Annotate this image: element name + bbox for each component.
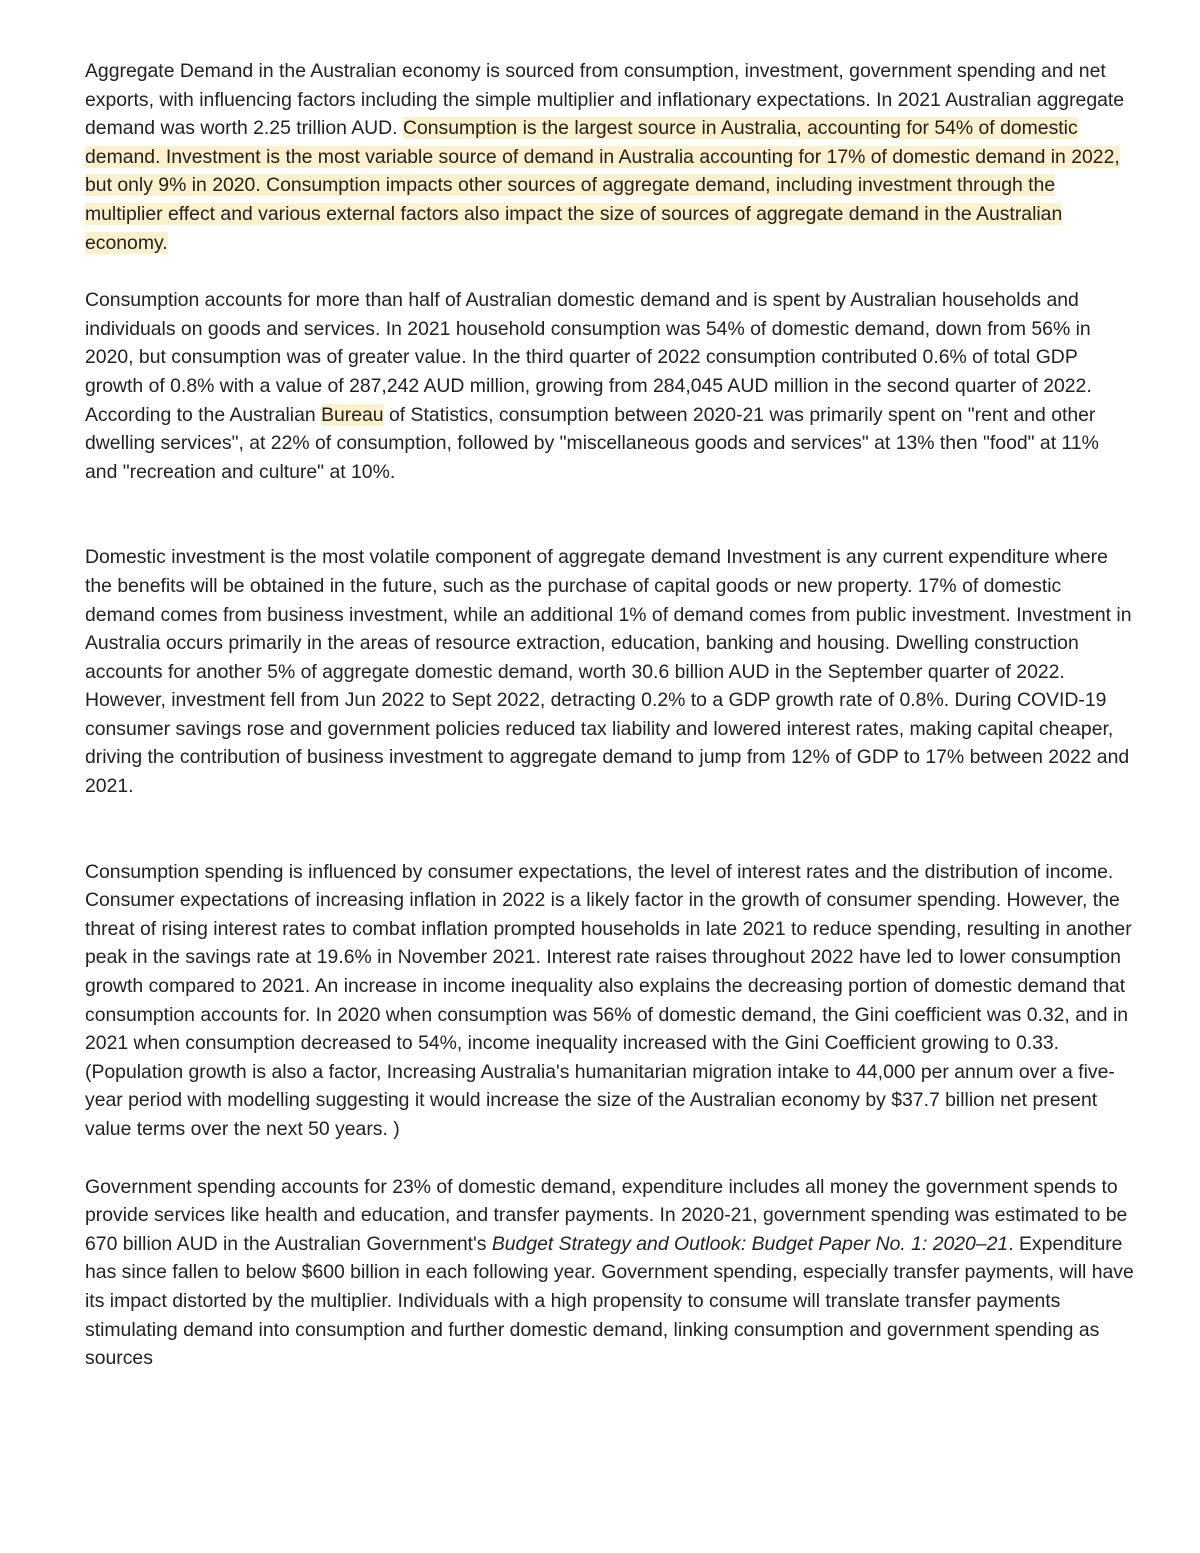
highlighted-text: Consumption is the largest source in Australia, accounting for 54% of domestic demand. Investment is the most variable source of demand in Australia accounting for 17% of domestic demand in 2022, but only 9% in 2020. Consumption impacts other sources of aggregate demand, including investment through the multiplier effect and various external factors also impact the size of sources of aggregate demand in the Australian economy. [85, 117, 1120, 254]
government-text-before: Government spending accounts for 23% of domestic demand, expenditure includes all money the government spends to provide services like health and education, and transfer payments. In 2020-21, government spending was estimated to be 670 billion AUD in the Australian Government's [85, 1175, 1128, 1255]
government-text-after: . Expenditure has since fallen to below $600 billion in each following year. Government spending, especially transfer payments, will have its impact distorted by the multiplier. Individuals with a high propensity to consume will translate transfer payments stimulating demand into consumption and further domestic demand, linking consumption and government spending as sources [85, 1232, 1134, 1370]
paragraph-spacer [85, 1144, 1135, 1173]
highlighted-word: Bureau [321, 403, 384, 426]
paragraph-spacer [85, 486, 1135, 543]
paragraph-government [85, 1173, 1135, 1373]
paragraph-spacer [85, 801, 1135, 858]
investment-text: Domestic investment is the most volatile component of aggregate demand Investment is any current expenditure where the benefits will be obtained in the future, such as the purchase of capital goods or new property. 17% of domestic demand comes from business investment, while an additional 1% of demand comes from public investment. Investment in Australia occurs primarily in the areas of resource extraction, education, banking and housing. Dwelling construction accounts for another 5% of aggregate domestic demand, worth 30.6 billion AUD in the September quarter of 2022. However, investment fell from Jun 2022 to Sept 2022, detracting 0.2% to a GDP growth rate of 0.8%. During COVID-19 consumer savings rose and government policies reduced tax liability and lowered interest rates, making capital cheaper, driving the contribution of business investment to aggregate demand to jump from 12% of GDP to 17% between 2022 and 2021. [85, 546, 1132, 798]
consumption-text-before: Consumption accounts for more than half of Australian domestic demand and is spent by Australian households and individuals on goods and services. In 2021 household consumption was 54% of domestic demand, down from 56% in 2020, but consumption was of greater value. In the third quarter of 2022 consumption contributed 0.6% of total GDP growth of 0.8% with a value of 287,242 AUD million, growing from 284,045 AUD million in the second quarter of 2022. According to the Australian [85, 289, 1092, 426]
paragraph-spacer [85, 257, 1135, 286]
paragraph-investment [85, 543, 1135, 800]
paragraph-consumption [85, 286, 1135, 486]
budget-paper-title: Budget Strategy and Outlook: Budget Paper No. 1: 2020–21 [491, 1232, 1009, 1255]
document-body [85, 57, 1135, 1373]
paragraph-intro [85, 57, 1135, 257]
paragraph-influences [85, 858, 1135, 1144]
intro-text: Aggregate Demand in the Australian economy is sourced from consumption, investment, government spending and net exports, with influencing factors including the simple multiplier and inflationary expectations. In 2021 Australian aggregate demand was worth 2.25 trillion AUD. [85, 60, 1125, 140]
consumption-text-after: of Statistics, consumption between 2020-21 was primarily spent on "rent and other dwelling services", at 22% of consumption, followed by "miscellaneous goods and services" at 13% then "food" at 11% and "recreation and culture" at 10%. [85, 403, 1099, 483]
influences-text: Consumption spending is influenced by consumer expectations, the level of interest rates and the distribution of income. Consumer expectations of increasing inflation in 2022 is a likely factor in the growth of consumer spending. However, the threat of rising interest rates to combat inflation prompted households in late 2021 to reduce spending, resulting in another peak in the savings rate at 19.6% in November 2021. Interest rate raises throughout 2022 have led to lower consumption growth compared to 2021. An increase in income inequality also explains the decreasing portion of domestic demand that consumption accounts for. In 2020 when consumption was 56% of domestic demand, the Gini coefficient was 0.32, and in 2021 when consumption decreased to 54%, income inequality increased with the Gini Coefficient growing to 0.33. (Population growth is also a factor, Increasing Australia's humanitarian migration intake to 44,000 per annum over a five-year period with modelling suggesting it would increase the size of the Australian economy by $37.7 billion net present value terms over the next 50 years. ) [85, 860, 1132, 1140]
